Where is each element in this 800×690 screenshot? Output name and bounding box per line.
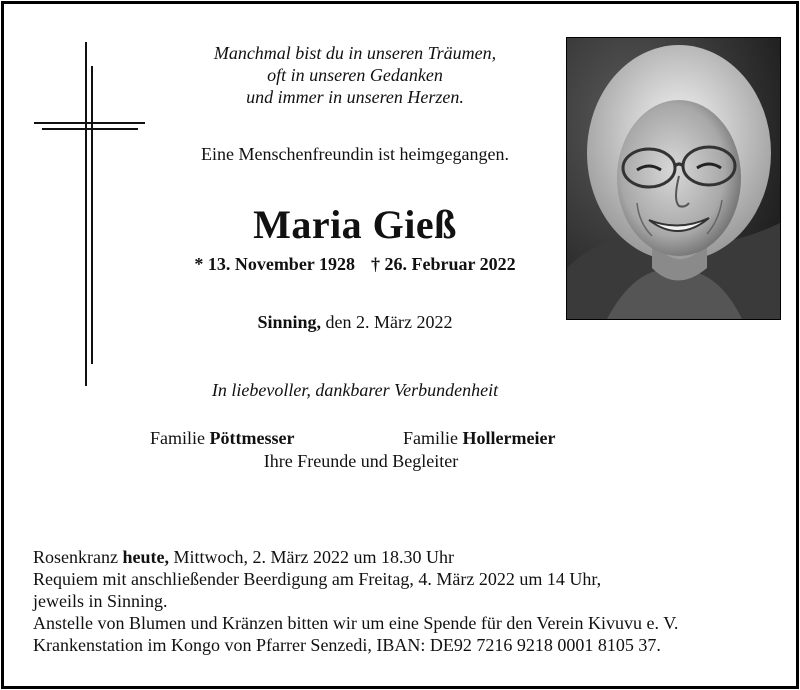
family-prefix: Familie [403, 428, 463, 448]
service-details [33, 546, 773, 656]
farewell-line: In liebevoller, dankbarer Verbundenheit [211, 380, 499, 400]
footer-line-requiem: Requiem mit anschließender Beerdigung am Freitag, 4. März 2022 um 14 Uhr, [33, 569, 602, 589]
family-hollermeier [403, 428, 555, 449]
footer-line-iban: Krankenstation im Kongo von Pfarrer Senzedi, IBAN: DE92 7216 9218 0001 8105 37. [33, 635, 661, 655]
family-name: Pöttmesser [209, 428, 295, 448]
birth-date: * 13. November 1928 [194, 254, 355, 274]
place-town: Sinning, [257, 312, 322, 332]
poem [150, 42, 560, 108]
death-date: † 26. Februar 2022 [370, 254, 516, 274]
friends-line: Ihre Freunde und Begleiter [263, 451, 459, 471]
footer-text: Rosenkranz [33, 547, 123, 567]
poem-line: und immer in unseren Herzen. [246, 87, 464, 107]
life-dates [150, 254, 560, 275]
portrait-illustration [567, 38, 780, 319]
footer-text: Mittwoch, 2. März 2022 um 18.30 Uhr [168, 547, 454, 567]
family-prefix: Familie [150, 428, 210, 448]
subtitle: Eine Menschenfreundin ist heimgegangen. [201, 144, 509, 164]
deceased-name: Maria Gieß [253, 202, 457, 247]
poem-line: oft in unseren Gedanken [267, 65, 443, 85]
family-poettmesser [150, 428, 294, 449]
footer-emphasis: heute, [122, 547, 169, 567]
footer-line-rosary [33, 546, 773, 568]
family-name: Hollermeier [462, 428, 556, 448]
poem-line: Manchmal bist du in unseren Träumen, [213, 43, 497, 63]
place-date [150, 312, 560, 333]
footer-line-donation: Anstelle von Blumen und Kränzen bitten wir um eine Spende für den Verein Kivuvu e. V. [33, 613, 679, 633]
footer-line-location: jeweils in Sinning. [33, 591, 168, 611]
portrait-photo [566, 37, 781, 320]
place-date-text: den 2. März 2022 [321, 312, 453, 332]
